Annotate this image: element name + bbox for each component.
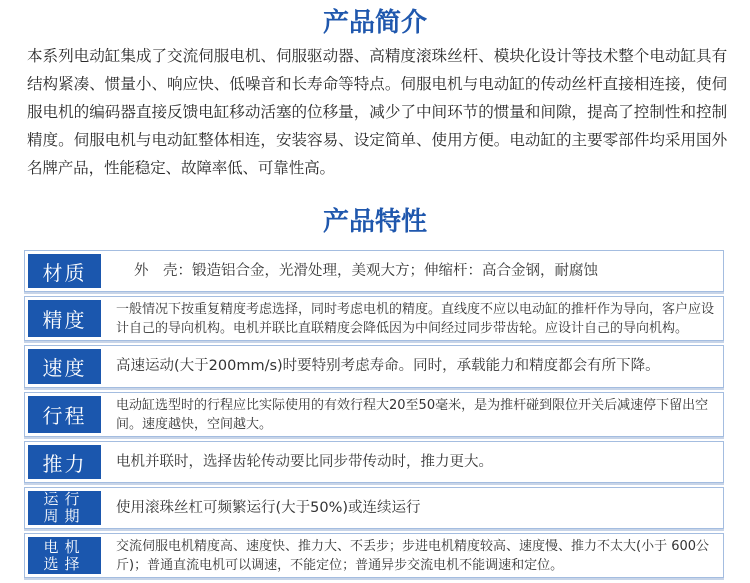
feature-row-duty-cycle xyxy=(24,487,724,529)
feature-text-precision: 一般情况下按重复精度考虑选择，同时考虑电机的精度。直线度不应以电动缸的推杆作为导向，客户应设计自己的导向机构。电机并联比直联精度会降低因为中间经过同步带齿轮。应设计自己的导向机构。 xyxy=(116,301,715,336)
feature-text-material: 外 壳：锻造铝合金，光滑处理，美观大方；伸缩杆：高合金钢，耐腐蚀 xyxy=(134,262,598,279)
feature-text-speed: 高速运动(大于200mm/s)时要特别考虑寿命。同时，承载能力和精度都会有所下降。 xyxy=(116,358,660,374)
feature-text-duty-cycle: 使用滚珠丝杠可频繁运行(大于50%)或连续运行 xyxy=(116,499,421,516)
intro-paragraph: 本系列电动缸集成了交流伺服电机、伺服驱动器、高精度滚珠丝杆、模块化设计等技术整个电动缸具有结构紧凑、惯量小、响应快、低噪音和长寿命等特点。伺服电机与电动缸的传动丝杆直接相连接，使伺服电机的编码器直接反馈电缸移动活塞的位移量，减少了中间环节的惯量和间隙，提高了控制性和控制精度。伺服电机与电动缸整体相连，安装容易、设定简单、使用方便。电动缸的主要零部件均采用国外名牌产品，性能稳定、故障率低、可靠性高。 xyxy=(27,47,727,177)
feature-row-precision xyxy=(24,296,724,341)
feature-label-thrust: 推力 xyxy=(28,445,101,479)
feature-label-stroke: 行程 xyxy=(28,396,101,433)
feature-label-speed: 速度 xyxy=(28,349,101,384)
feature-label-material: 材质 xyxy=(28,254,101,288)
feature-row-stroke xyxy=(24,392,724,437)
feature-text-thrust: 电机并联时，选择齿轮传动要比同步带传动时，推力更大。 xyxy=(116,453,493,470)
feature-row-thrust xyxy=(24,441,724,483)
feature-text-stroke: 电动缸选型时的行程应比实际使用的有效行程大20至50毫米，是为推杆碰到限位开关后减速停下留出空间。速度越快，空间越大。 xyxy=(116,397,709,432)
feature-row-motor-choice xyxy=(24,533,724,578)
feature-row-material xyxy=(24,250,724,292)
feature-text-motor-choice: 交流伺服电机精度高、速度快、推力大、不丢步；步进电机精度较高、速度慢、推力不太大(小于 600公斤)；普通直流电机可以调速，不能定位；普通异步交流电机不能调速和定位。 xyxy=(116,538,710,573)
feature-label-duty-cycle: 运行 周期 xyxy=(28,491,101,525)
feature-row-speed xyxy=(24,345,724,388)
feature-label-precision: 精度 xyxy=(28,300,101,337)
feature-label-motor-choice: 电机 选择 xyxy=(28,537,101,574)
intro-title: 产品简介 xyxy=(322,8,427,38)
features-title: 产品特性 xyxy=(322,207,427,237)
